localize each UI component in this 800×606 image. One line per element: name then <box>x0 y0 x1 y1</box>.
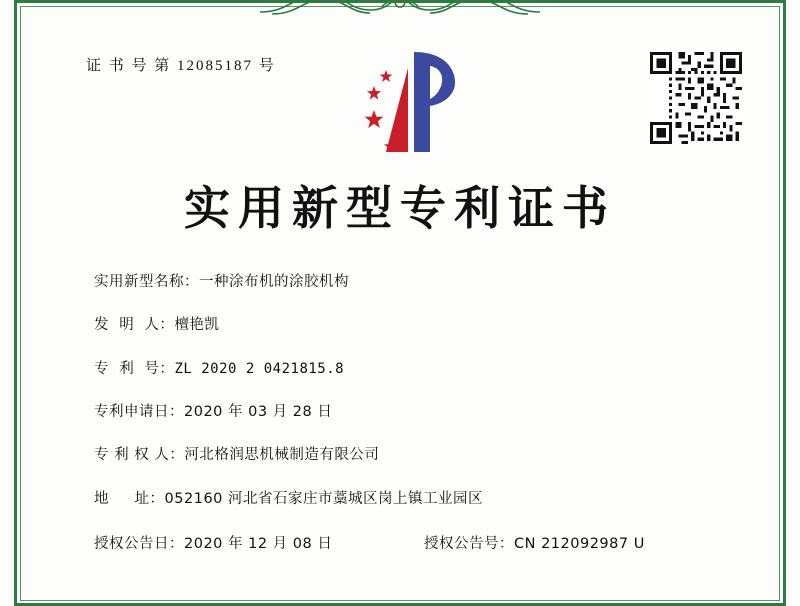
field-label: 专利申请日： <box>94 404 184 421</box>
grant-date-label: 授权公告日： <box>94 536 184 553</box>
field-label: 专 利 权 人： <box>94 447 185 464</box>
field-row <box>94 445 730 465</box>
top-ornament-decoration <box>250 0 550 16</box>
grant-date-group <box>94 532 424 553</box>
patent-office-emblem-icon <box>352 48 472 158</box>
field-label: 地 址： <box>94 490 165 507</box>
field-value: 河北格润思机械制造有限公司 <box>184 447 380 464</box>
field-value: 一种涂布机的涂胶机构 <box>199 274 349 290</box>
page-title: 实用新型专利证书 <box>184 181 616 235</box>
field-row <box>94 315 730 335</box>
field-label: 专 利 号： <box>94 360 175 377</box>
grant-date-value: 2020 年 12 月 08 日 <box>184 536 333 553</box>
field-row <box>94 489 730 509</box>
field-value: ZL 2020 2 0421815.8 <box>174 360 345 377</box>
field-row <box>94 272 730 292</box>
field-value: 052160 河北省石家庄市藁城区岗上镇工业园区 <box>164 490 484 507</box>
field-label: 发 明 人： <box>94 317 175 334</box>
grant-number-label: 授权公告号： <box>424 536 514 553</box>
grant-number-group <box>424 532 730 553</box>
grant-announcement-row <box>94 532 730 553</box>
grant-number-value: CN 212092987 U <box>514 536 645 553</box>
field-row <box>94 359 730 380</box>
certificate-number: 证 书 号 第 12085187 号 <box>86 58 276 74</box>
field-row <box>94 402 730 422</box>
field-value: 2020 年 03 月 28 日 <box>184 404 333 421</box>
field-value: 檀艳凯 <box>174 317 220 334</box>
field-label: 实用新型名称： <box>94 274 199 290</box>
certificate-fields <box>94 272 730 553</box>
qr-code-icon <box>650 52 742 144</box>
